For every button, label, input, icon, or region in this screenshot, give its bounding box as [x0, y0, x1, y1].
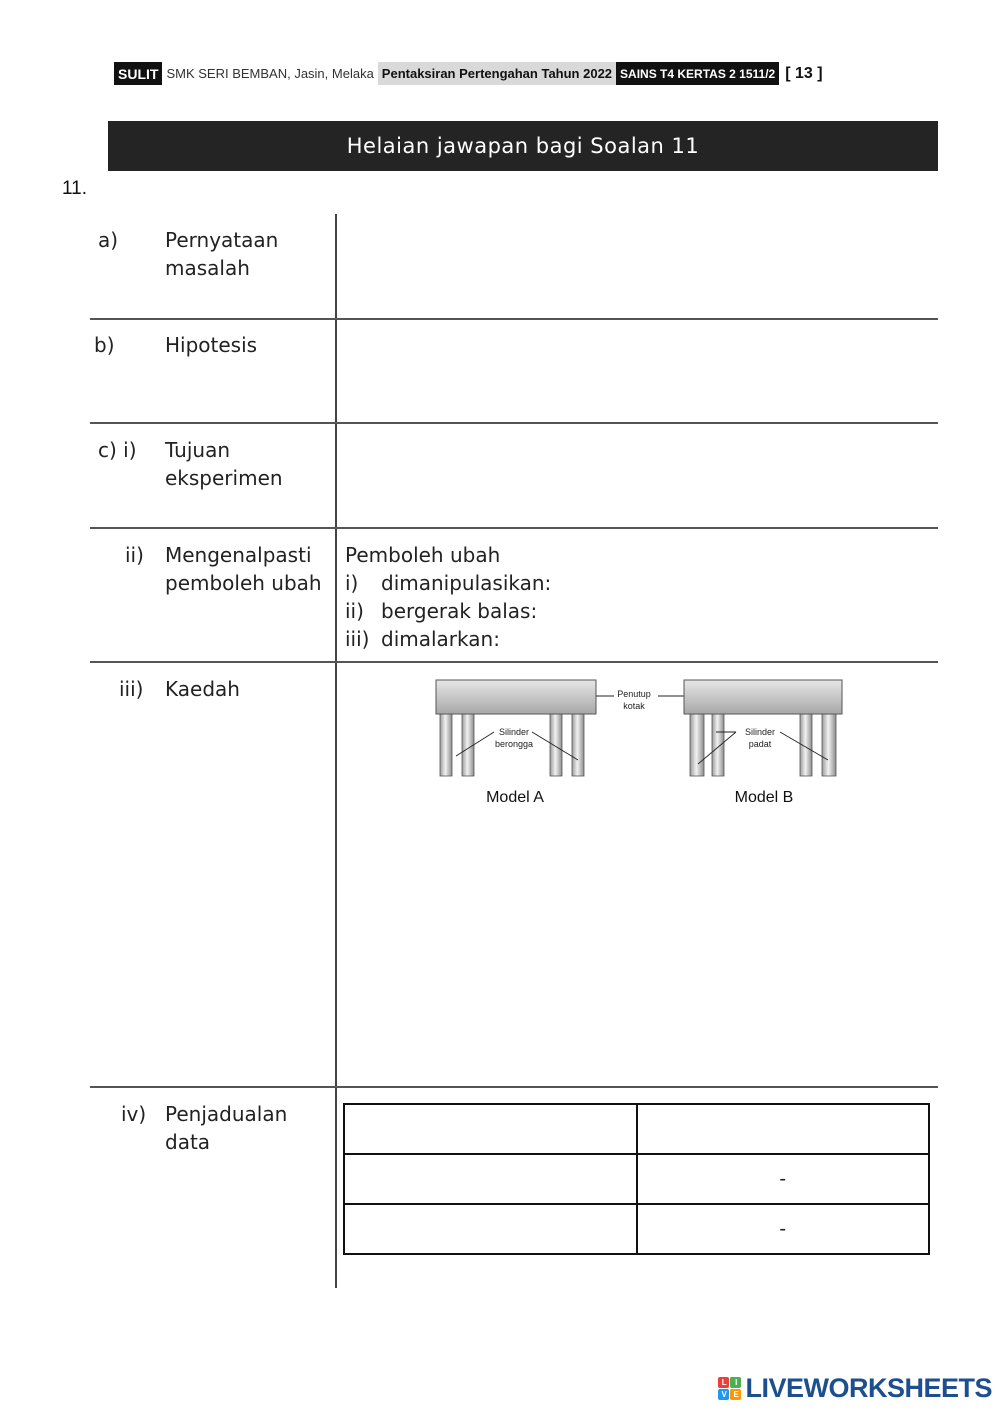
table-cell[interactable]: - — [637, 1154, 930, 1204]
section-tag-c-iv: iv) — [121, 1102, 147, 1126]
section-label-data-table — [165, 1100, 287, 1156]
variable-prefix: ii) — [345, 599, 364, 623]
table-cell[interactable] — [344, 1154, 637, 1204]
table-row — [344, 1154, 929, 1204]
brand-name: LIVEWORKSHEETS — [745, 1373, 992, 1403]
label-line: Kaedah — [165, 677, 240, 701]
row-divider — [90, 318, 938, 320]
table-cell[interactable] — [344, 1204, 637, 1254]
models-diagram — [430, 676, 850, 816]
data-table — [343, 1103, 930, 1255]
model-a-caption: Model A — [486, 789, 544, 806]
table-cell[interactable] — [344, 1104, 637, 1154]
confidential-label: SULIT — [114, 62, 162, 85]
section-label-method — [165, 675, 240, 703]
label-line: eksperimen — [165, 466, 283, 490]
variable-manipulated — [345, 569, 551, 597]
logo-letter: E — [730, 1389, 741, 1400]
liveworksheets-logo — [718, 1373, 992, 1404]
label-line: Mengenalpasti — [165, 543, 312, 567]
label-line: Pernyataan — [165, 228, 279, 252]
section-label-problem-statement — [165, 226, 278, 282]
variable-prefix: iii) — [345, 627, 370, 651]
label-line: data — [165, 1130, 211, 1154]
model-b-cylinder-label-2: padat — [748, 739, 772, 749]
variable-text: dimanipulasikan: — [381, 571, 552, 595]
model-b-cylinder-label-1: Silinder — [744, 727, 776, 737]
liveworksheets-icon — [718, 1377, 741, 1400]
variable-text: bergerak balas: — [381, 599, 538, 623]
model-b-caption: Model B — [734, 789, 794, 806]
section-tag-c-ii: ii) — [125, 543, 144, 567]
variables-heading: Pemboleh ubah — [345, 543, 501, 567]
exam-name: Pentaksiran Pertengahan Tahun 2022 — [378, 62, 616, 85]
section-tag-c-i: c) i) — [98, 438, 137, 462]
page-number: [ 13 ] — [785, 64, 823, 82]
table-row — [344, 1204, 929, 1254]
lid-label-1: Penutup — [617, 689, 651, 699]
section-tag-c-iii: iii) — [119, 677, 144, 701]
label-line: masalah — [165, 256, 250, 280]
table-row — [344, 1104, 929, 1154]
logo-letter: V — [718, 1389, 729, 1400]
section-label-variables — [165, 541, 322, 597]
logo-letter: L — [718, 1377, 729, 1388]
section-tag-a: a) — [98, 228, 119, 252]
paper-code: SAINS T4 KERTAS 2 1511/2 — [616, 62, 779, 85]
school-name: SMK SERI BEMBAN, Jasin, Melaka — [162, 62, 377, 85]
table-cell[interactable]: - — [637, 1204, 930, 1254]
variable-constant — [345, 625, 551, 653]
row-divider — [90, 1086, 938, 1088]
variable-text: dimalarkan: — [381, 627, 500, 651]
label-line: Penjadualan — [165, 1102, 288, 1126]
lid-label-2: kotak — [623, 701, 645, 711]
page-title: Helaian jawapan bagi Soalan 11 — [108, 121, 938, 171]
row-divider — [90, 527, 938, 529]
section-label-aim — [165, 436, 283, 492]
section-tag-b: b) — [94, 333, 115, 357]
variables-list — [345, 541, 551, 653]
variable-prefix: i) — [345, 571, 359, 595]
logo-letter: I — [730, 1377, 741, 1388]
table-cell[interactable] — [637, 1104, 930, 1154]
exam-header — [114, 62, 827, 85]
row-divider — [90, 661, 938, 663]
question-number: 11. — [62, 178, 88, 199]
label-line: pemboleh ubah — [165, 571, 322, 595]
model-a-cylinder-label-2: berongga — [494, 739, 534, 749]
model-a-cylinder-label-1: Silinder — [498, 727, 530, 737]
label-line: Tujuan — [165, 438, 231, 462]
row-divider — [90, 422, 938, 424]
column-divider — [335, 214, 337, 1288]
label-line: Hipotesis — [165, 333, 258, 357]
variable-responding — [345, 597, 551, 625]
section-label-hypothesis — [165, 331, 257, 359]
